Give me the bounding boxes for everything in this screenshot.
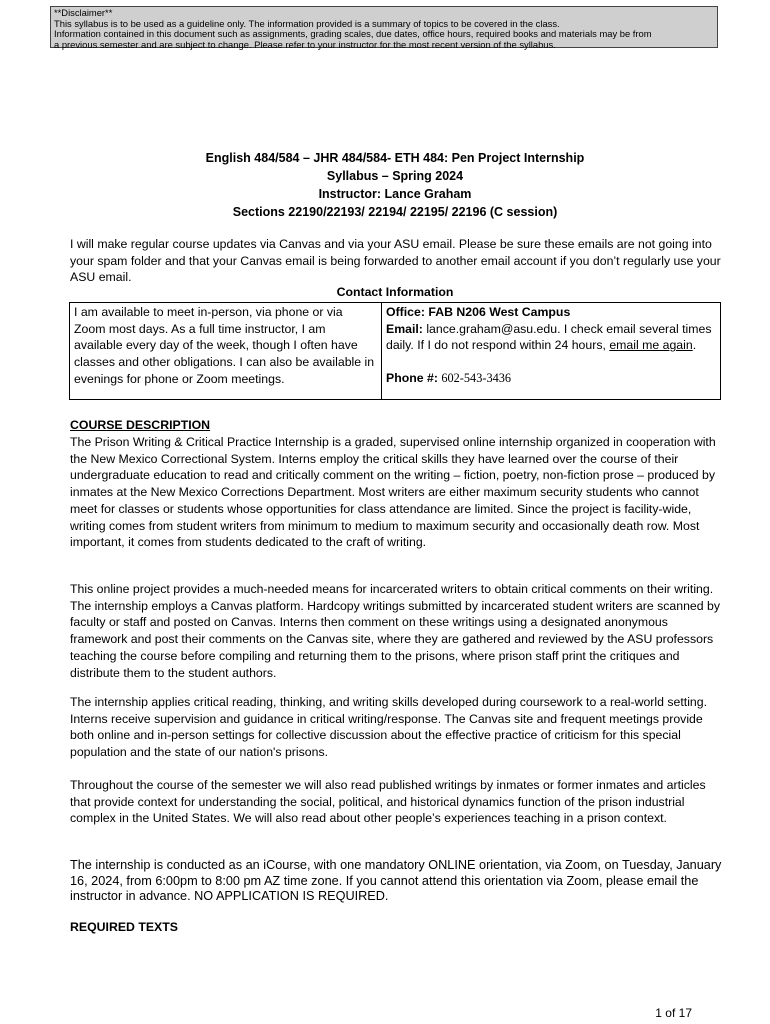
email-label: Email: <box>386 321 423 336</box>
sections-line: Sections 22190/22193/ 22194/ 22195/ 22196 (C session) <box>232 205 558 219</box>
contact-table <box>69 302 721 400</box>
email-value: lance.graham@asu.edu. I check email several times daily. If I do not respond within 24 hours, <box>386 321 712 353</box>
office-cell <box>382 303 721 400</box>
disclaimer-line: a previous semester and are subject to change. Please refer to your instructor for the most recent version of the syllabus. <box>54 38 556 50</box>
email-end: . <box>692 338 697 353</box>
description-paragraph-3: The internship applies critical reading, thinking, and writing skills developed during coursework to a real-world setting. Interns receive supervision and guidance in critical writing/response. The Canvas site and frequent meetings provide both online and in-person settings for collective discussion about the effective practice of criticism for this special population and the state of our nation's prisons. <box>70 695 708 760</box>
course-description-heading: COURSE DESCRIPTION <box>70 418 211 432</box>
contact-heading: Contact Information <box>336 285 454 299</box>
syllabus-header <box>70 149 720 221</box>
email-row <box>386 321 716 354</box>
office-value: FAB N206 West Campus <box>428 305 571 319</box>
description-paragraph-5: The internship is conducted as an iCourse, with one mandatory ONLINE orientation, via Zoom, on Tuesday, January 16, 2024, from 6:00pm to 8:00 pm AZ time zone. If you cannot attend this orientation via Zoom, please email the instructor in advance. NO APPLICATION IS REQUIRED. <box>70 858 722 903</box>
availability-cell <box>70 303 382 400</box>
office-label: Office: <box>386 305 425 319</box>
phone-value: 602-543-3436 <box>441 371 512 386</box>
intro-paragraph: I will make regular course updates via Canvas and via your ASU email. Please be sure these emails are not going into your spam folder and that your Canvas email is being forwarded to another email account if you don’t regularly use your ASU email. <box>70 237 721 285</box>
term-line: Syllabus – Spring 2024 <box>326 169 464 183</box>
disclaimer-box <box>50 6 718 48</box>
instructor-line: Instructor: Lance Graham <box>318 187 472 201</box>
description-paragraph-4: Throughout the course of the semester we will also read published writings by inmates or former inmates and articles that provide context for understanding the social, political, and historical dynamics function of the prison industrial complex in the United States. We will also read about other people’s experiences teaching in a prison context. <box>70 778 706 826</box>
phone-label: Phone #: <box>386 371 438 386</box>
availability-text: I am available to meet in-person, via phone or via Zoom most days. As a full time instructor, I am available every day of the week, though I often have classes and other obligations. I can also be available in evenings for phone or Zoom meetings. <box>74 305 375 386</box>
disclaimer-line: This syllabus is to be used as a guideline only. The information provided is a summary of topics to be covered in the class. <box>54 17 560 29</box>
disclaimer-title: **Disclaimer** <box>54 7 113 18</box>
disclaimer-line: Information contained in this document such as assignments, grading scales, due dates, office hours, required books and materials may be from <box>54 28 652 39</box>
email-again-link[interactable]: email me again <box>609 338 693 353</box>
phone-row <box>386 370 716 387</box>
course-title: English 484/584 – JHR 484/584- ETH 484: Pen Project Internship <box>205 151 585 165</box>
description-paragraph-1: The Prison Writing & Critical Practice Internship is a graded, supervised online internship organized in cooperation with the New Mexico Correctional System. Interns employ the critical skills they have learned over the course of their undergraduate education to read and critically comment on the writing – fiction, poetry, non-fiction prose – produced by inmates at the New Mexico Corrections Department. Most writers are either maximum security students who cannot meet for classes or students whose opportunities for class attendance are limited. Since the project is facility-wide, writing comes from student writers from minimum to medium to maximum security and occasionally death row. Most important, it comes from students dedicated to the craft of writing. <box>70 435 716 550</box>
page-number: 1 of 17 <box>655 1006 692 1020</box>
spacer <box>386 354 716 370</box>
required-texts-heading: REQUIRED TEXTS <box>70 920 178 934</box>
description-paragraph-2: This online project provides a much-needed means for incarcerated writers to obtain critical comments on their writing. The internship employs a Canvas platform. Hardcopy writings submitted by incarcerated student writers are scanned by faculty or staff and posted on Canvas. Interns then comment on these writings using a designated anonymous framework and post their comments on the Canvas site, where they are gathered and reviewed by the ASU professors teaching the course before compiling and returning them to the prisons, where prison staff print the critiques and distribute them to the student authors. <box>70 582 720 680</box>
office-row <box>386 304 716 321</box>
